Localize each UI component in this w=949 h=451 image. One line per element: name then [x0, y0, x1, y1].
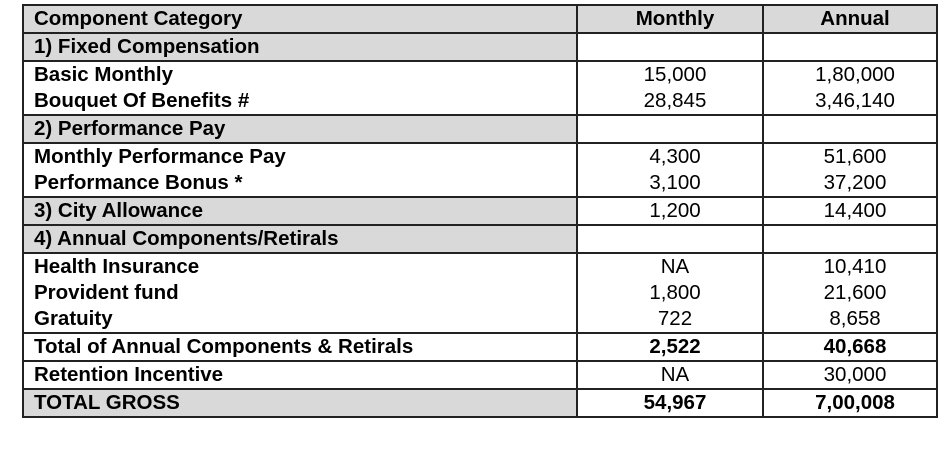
- column-header-monthly: Monthly: [577, 5, 763, 33]
- row-label: Provident fund: [23, 280, 577, 306]
- row-label: Total of Annual Components & Retirals: [23, 333, 577, 361]
- annual-cell: 7,00,008: [763, 389, 937, 417]
- table-row: [23, 253, 937, 280]
- annual-cell: [763, 33, 937, 61]
- row-label: 1) Fixed Compensation: [23, 33, 577, 61]
- table-row: [23, 88, 937, 115]
- total-annual-components-row: [23, 333, 937, 361]
- annual-cell: [763, 225, 937, 253]
- monthly-cell: 3,100: [577, 170, 763, 197]
- annual-cell: 40,668: [763, 333, 937, 361]
- annual-cell: 1,80,000: [763, 61, 937, 88]
- table-header-row: [23, 5, 937, 33]
- monthly-cell: 1,200: [577, 197, 763, 225]
- compensation-table: [22, 4, 938, 418]
- annual-cell: 21,600: [763, 280, 937, 306]
- monthly-cell: NA: [577, 361, 763, 389]
- row-label: 3) City Allowance: [23, 197, 577, 225]
- row-label: TOTAL GROSS: [23, 389, 577, 417]
- row-label: Monthly Performance Pay: [23, 143, 577, 170]
- section-row-city-allowance: [23, 197, 937, 225]
- annual-cell: 10,410: [763, 253, 937, 280]
- annual-cell: 14,400: [763, 197, 937, 225]
- monthly-cell: 1,800: [577, 280, 763, 306]
- row-label: Retention Incentive: [23, 361, 577, 389]
- annual-cell: 51,600: [763, 143, 937, 170]
- monthly-cell: 722: [577, 306, 763, 333]
- column-header-category: Component Category: [23, 5, 577, 33]
- table-row: [23, 306, 937, 333]
- row-label: 2) Performance Pay: [23, 115, 577, 143]
- monthly-cell: 4,300: [577, 143, 763, 170]
- table-row: [23, 143, 937, 170]
- row-label: Gratuity: [23, 306, 577, 333]
- monthly-cell: 2,522: [577, 333, 763, 361]
- row-label: Bouquet Of Benefits #: [23, 88, 577, 115]
- table-row: [23, 170, 937, 197]
- table-row: [23, 280, 937, 306]
- monthly-cell: 28,845: [577, 88, 763, 115]
- row-label: Health Insurance: [23, 253, 577, 280]
- annual-cell: 8,658: [763, 306, 937, 333]
- annual-cell: 3,46,140: [763, 88, 937, 115]
- section-row-annual-components: [23, 225, 937, 253]
- annual-cell: 30,000: [763, 361, 937, 389]
- monthly-cell: 15,000: [577, 61, 763, 88]
- row-label: 4) Annual Components/Retirals: [23, 225, 577, 253]
- total-gross-row: [23, 389, 937, 417]
- row-label: Basic Monthly: [23, 61, 577, 88]
- section-row-fixed-compensation: [23, 33, 937, 61]
- monthly-cell: [577, 33, 763, 61]
- monthly-cell: 54,967: [577, 389, 763, 417]
- monthly-cell: [577, 115, 763, 143]
- annual-cell: 37,200: [763, 170, 937, 197]
- annual-cell: [763, 115, 937, 143]
- row-label: Performance Bonus *: [23, 170, 577, 197]
- monthly-cell: NA: [577, 253, 763, 280]
- table-row: [23, 61, 937, 88]
- column-header-annual: Annual: [763, 5, 937, 33]
- table-row: [23, 361, 937, 389]
- monthly-cell: [577, 225, 763, 253]
- section-row-performance-pay: [23, 115, 937, 143]
